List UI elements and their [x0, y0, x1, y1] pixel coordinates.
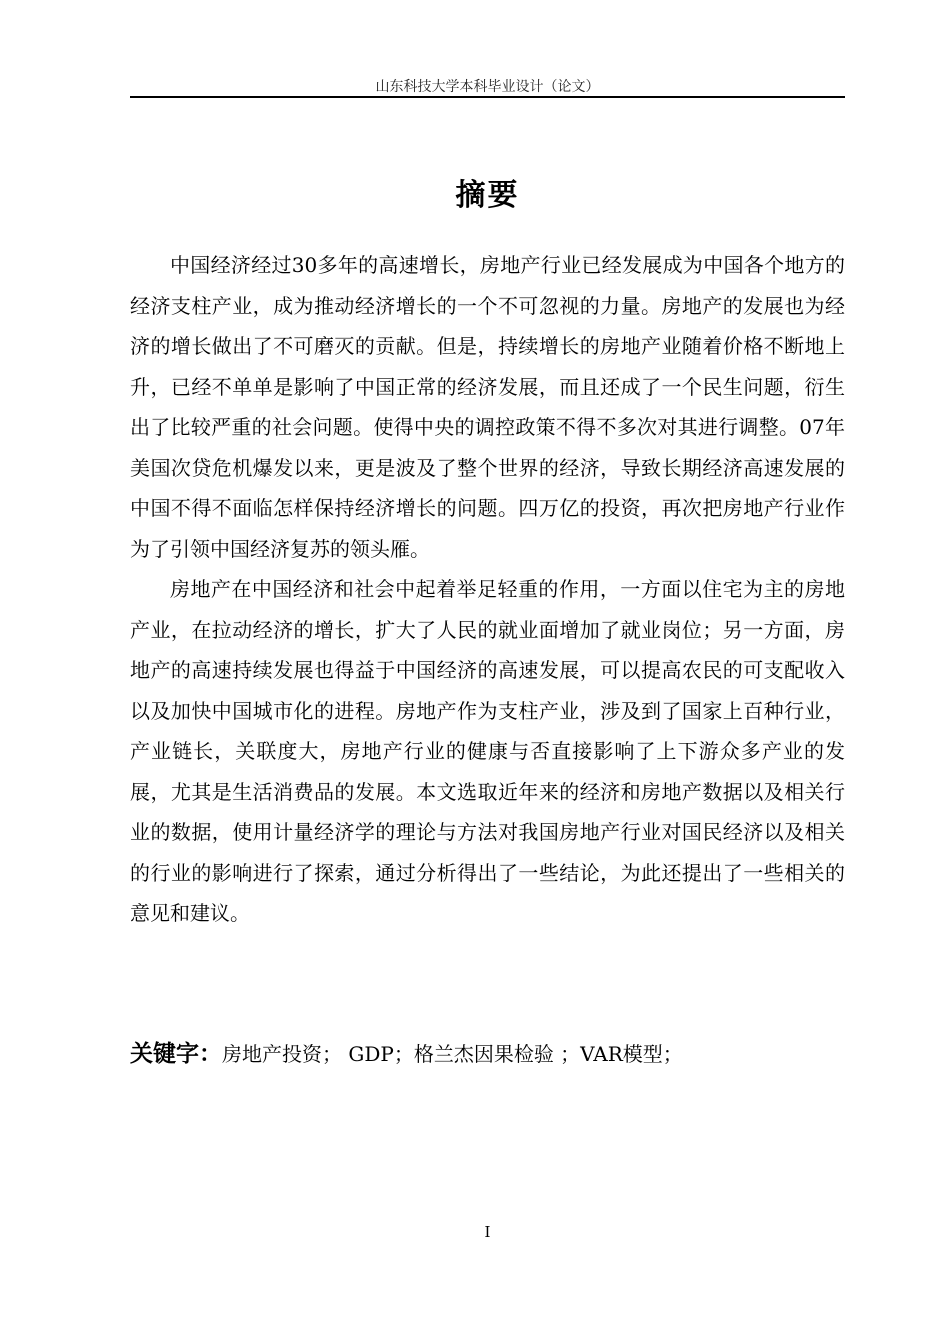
abstract-paragraph-2: 房地产在中国经济和社会中起着举足轻重的作用，一方面以住宅为主的房地产业，在拉动经济的增长，扩大了人民的就业面增加了就业岗位；另一方面，房地产的高速持续发展也得益于中国经济的高速发展，可以提高农民的可支配收入以及加快中国城市化的进程。房地产作为支柱产业，涉及到了国家上百种行业，产业链长，关联度大，房地产行业的健康与否直接影响了上下游众多产业的发展，尤其是生活消费品的发展。本文选取近年来的经济和房地产数据以及相关行业的数据，使用计量经济学的理论与方法对我国房地产行业对国民经济以及相关的行业的影响进行了探索，通过分析得出了一些结论，为此还提出了一些相关的意见和建议。 [130, 577, 845, 925]
keywords-label: 关键字： [130, 1041, 222, 1067]
page-header: 山东科技大学本科毕业设计（论文） [375, 79, 600, 95]
abstract-title: 摘要 [455, 178, 520, 213]
abstract-body [130, 245, 845, 934]
page-number: I [484, 1223, 491, 1241]
keywords-line [130, 1034, 845, 1074]
header-divider [130, 96, 845, 98]
keywords-value: 房地产投资； GDP；格兰杰因果检验 ；VAR模型； [222, 1042, 683, 1066]
abstract-paragraph-1: 中国经济经过30多年的高速增长，房地产行业已经发展成为中国各个地方的经济支柱产业，成为推动经济增长的一个不可忽视的力量。房地产的发展也为经济的增长做出了不可磨灭的贡献。但是，持续增长的房地产业随着价格不断地上升，已经不单单是影响了中国正常的经济发展，而且还成了一个民生问题，衍生出了比较严重的社会问题。使得中央的调控政策不得不多次对其进行调整。07年美国次贷危机爆发以来，更是波及了整个世界的经济，导致长期经济高速发展的中国不得不面临怎样保持经济增长的问题。四万亿的投资，再次把房地产行业作为了引领中国经济复苏的领头雁。 [130, 253, 845, 561]
